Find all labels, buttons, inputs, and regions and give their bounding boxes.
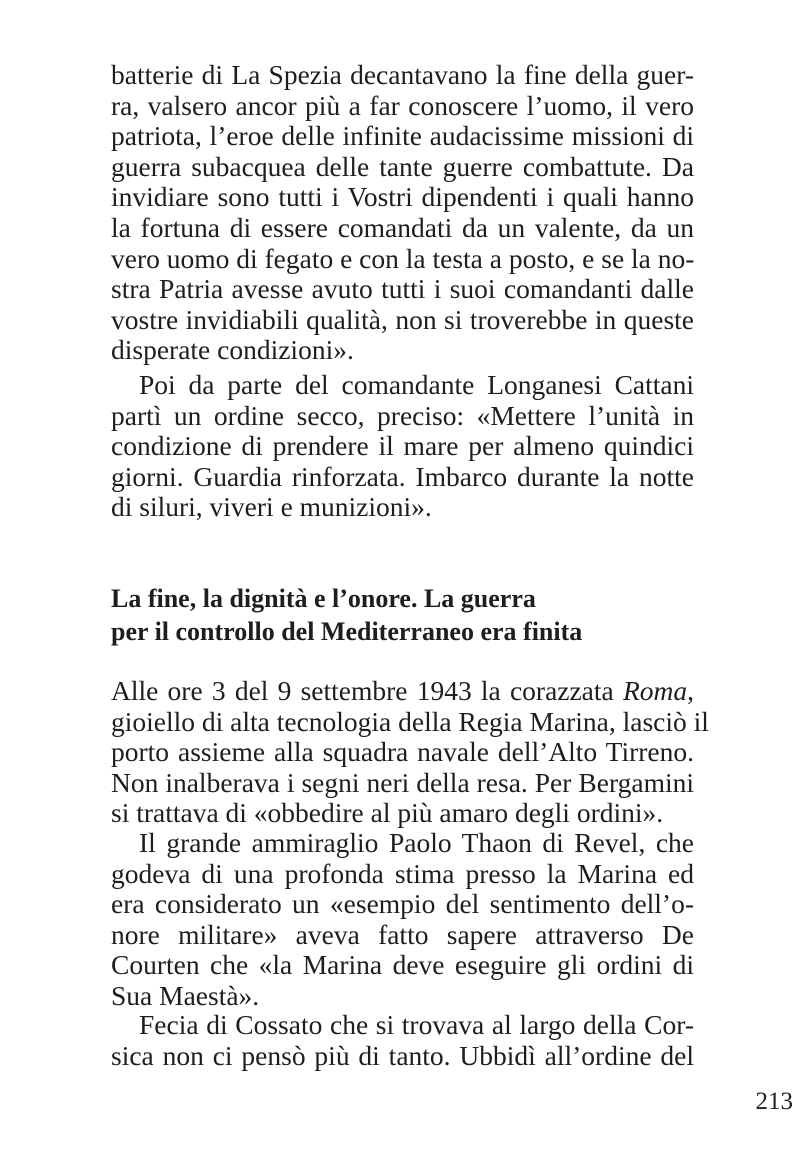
paragraph-thaon-di-revel	[111, 828, 694, 1012]
section-heading	[111, 582, 694, 648]
paragraph-letter-quote-end	[111, 60, 694, 366]
text-line: era considerato un «esempio del sentimento dell’o-	[111, 888, 694, 920]
heading-line: La fine, la dignità e l’onore. La guerra	[111, 584, 536, 613]
text-line: condizione di prendere il mare per almeno quindici	[111, 430, 694, 462]
text-line: invidiare sono tutti i Vostri dipendenti i quali hanno	[111, 181, 694, 213]
text-line: batterie di La Spezia decantavano la fine della guer-	[111, 59, 694, 90]
text-line	[111, 676, 694, 707]
heading-line: per il controllo del Mediterraneo era finita	[111, 617, 583, 646]
text-line: la fortuna di essere comandati da un valente, da un	[111, 211, 694, 243]
text-line: Il grande ammiraglio Paolo Thaon di Revel, che	[139, 827, 694, 858]
page-number: 213	[755, 1088, 793, 1115]
text-line: Non inalberava i segni neri della resa. Per Bergamini	[111, 766, 694, 798]
text-line: vero uomo di fegato e con la testa a posto, e se la no-	[111, 242, 695, 274]
ship-name: Roma	[622, 675, 688, 706]
text-line: Courten che «la Marina deve eseguire gli ordini di	[111, 949, 694, 981]
text-line: Fecia di Cossato che si trovava al largo della Cor-	[139, 1009, 694, 1040]
text-line: Poi da parte del comandante Longanesi Cattani	[139, 369, 694, 400]
text-line: gioiello di alta tecnologia della Regia Marina, lasciò il	[111, 705, 709, 737]
text-fragment: ,	[687, 675, 694, 706]
text-line: si trattava di «obbedire al più amaro degli ordini».	[111, 797, 664, 829]
text-line: partì un ordine secco, preciso: «Mettere l’unità in	[111, 399, 694, 431]
text-line: stra Patria avesse avuto tutti i suoi comandanti dalle	[111, 273, 694, 305]
text-line: guerra subacquea delle tante guerre combattute. Da	[111, 150, 694, 182]
paragraph-order	[111, 370, 694, 523]
text-line: giorni. Guardia rinforzata. Imbarco durante la notte	[111, 460, 694, 492]
text-line: sica non ci pensò più di tanto. Ubbidì all’ordine del	[111, 1039, 694, 1071]
text-line: vostre invidiabili qualità, non si troverebbe in queste	[111, 303, 694, 335]
text-line: disperate condizioni».	[111, 334, 354, 366]
text-line: nore militare» aveva fatto sapere attraverso De	[111, 918, 694, 950]
paragraph-roma-departure	[111, 675, 709, 829]
book-page	[111, 59, 793, 1115]
paragraph-fecia-di-cossato	[111, 1010, 694, 1071]
text-line: porto assieme alla squadra navale dell’Alto Tirreno.	[111, 736, 694, 768]
text-line: Sua Maestà».	[111, 979, 260, 1011]
text-line: ra, valsero ancor più a far conoscere l’uomo, il vero	[111, 89, 694, 121]
text-line: patriota, l’eroe delle infinite audacissime missioni di	[111, 120, 694, 152]
text-line: di siluri, viveri e munizioni».	[111, 491, 432, 523]
text-line: godeva di una profonda stima presso la Marina ed	[111, 857, 694, 889]
text-fragment: Alle ore 3 del 9 settembre 1943 la corazzata	[111, 675, 623, 706]
